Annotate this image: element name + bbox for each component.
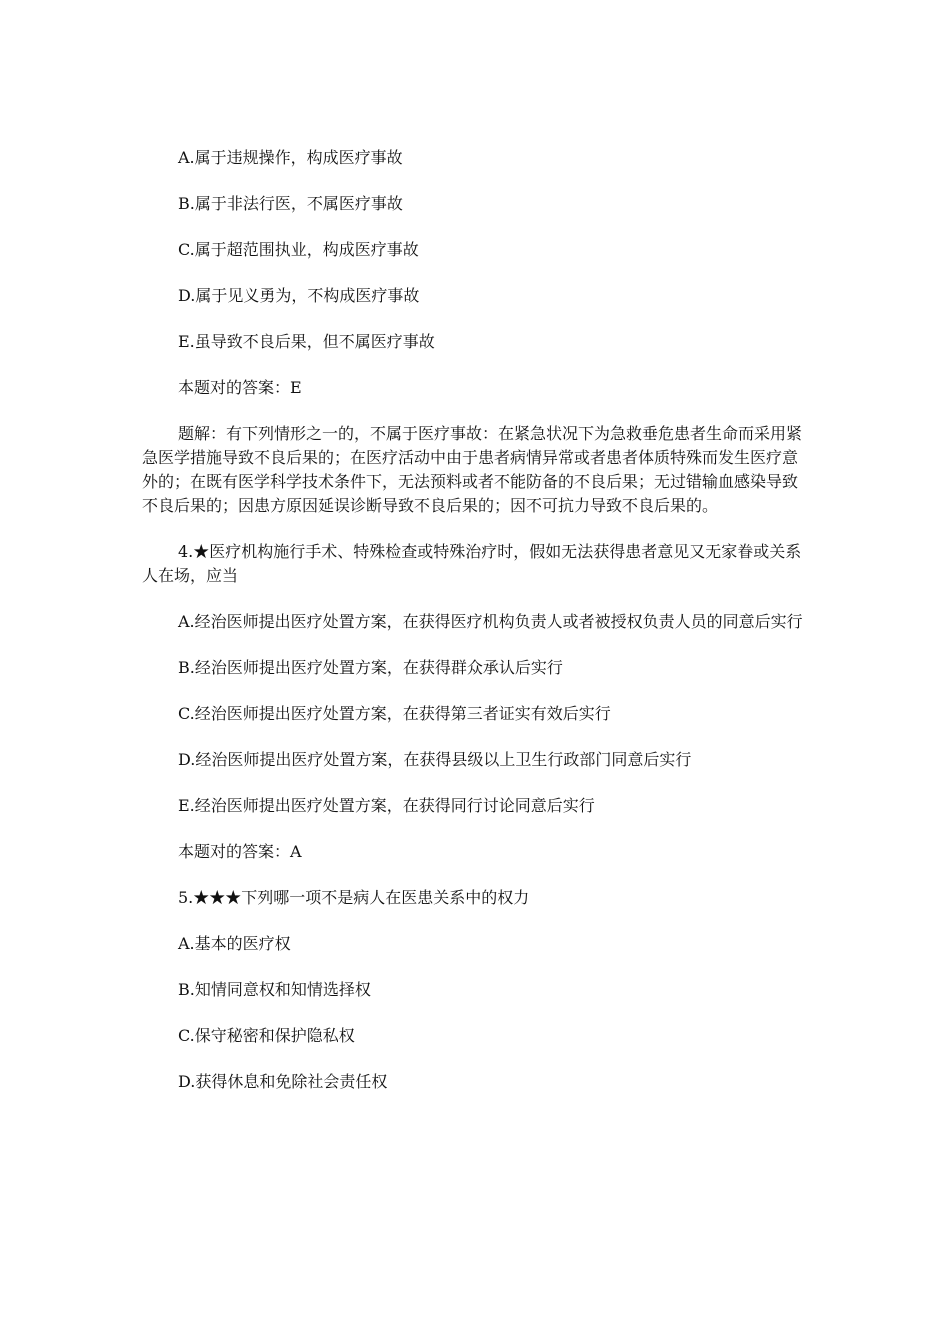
q3-option-a: A.属于违规操作，构成医疗事故: [178, 148, 403, 167]
q5-option-a: A.基本的医疗权: [178, 934, 291, 953]
q4-option-a: A.经治医师提出医疗处置方案，在获得医疗机构负责人或者被授权负责人员的同意后实行: [178, 612, 803, 631]
q5-option-c: C.保守秘密和保护隐私权: [178, 1026, 355, 1045]
q4-option-b: B.经治医师提出医疗处置方案，在获得群众承认后实行: [178, 658, 563, 677]
q4-option-c: C.经治医师提出医疗处置方案，在获得第三者证实有效后实行: [178, 704, 611, 723]
q4-option-d: D.经治医师提出医疗处置方案，在获得县级以上卫生行政部门同意后实行: [178, 750, 692, 769]
q5-question: 5.★★★下列哪一项不是病人在医患关系中的权力: [178, 888, 530, 907]
q5-option-d: D.获得休息和免除社会责任权: [178, 1072, 388, 1091]
q4-question: 4.★医疗机构施行手术、特殊检查或特殊治疗时，假如无法获得患者意见又无家眷或关系人在场，应当: [142, 542, 802, 585]
q3-option-d: D.属于见义勇为，不构成医疗事故: [178, 286, 420, 305]
q4-option-e: E.经治医师提出医疗处置方案，在获得同行讨论同意后实行: [178, 796, 595, 815]
q3-option-e: E.虽导致不良后果，但不属医疗事故: [178, 332, 435, 351]
document-page: [142, 146, 810, 1116]
q4-answer: 本题对的答案：A: [178, 842, 302, 861]
q3-answer: 本题对的答案：E: [178, 378, 302, 397]
q3-option-b: B.属于非法行医，不属医疗事故: [178, 194, 403, 213]
q3-explanation: 题解：有下列情形之一的，不属于医疗事故：在紧急状况下为急救垂危患者生命而采用紧急医学措施导致不良后果的；在医疗活动中由于患者病情异常或者患者体质特殊而发生医疗意外的；在既有医学科学技术条件下，无法预料或者不能防备的不良后果；无过错输血感染导致不良后果的；因患方原因延误诊断导致不良后果的；因不可抗力导致不良后果的。: [142, 424, 803, 515]
q3-option-c: C.属于超范围执业，构成医疗事故: [178, 240, 419, 259]
q5-option-b: B.知情同意权和知情选择权: [178, 980, 371, 999]
